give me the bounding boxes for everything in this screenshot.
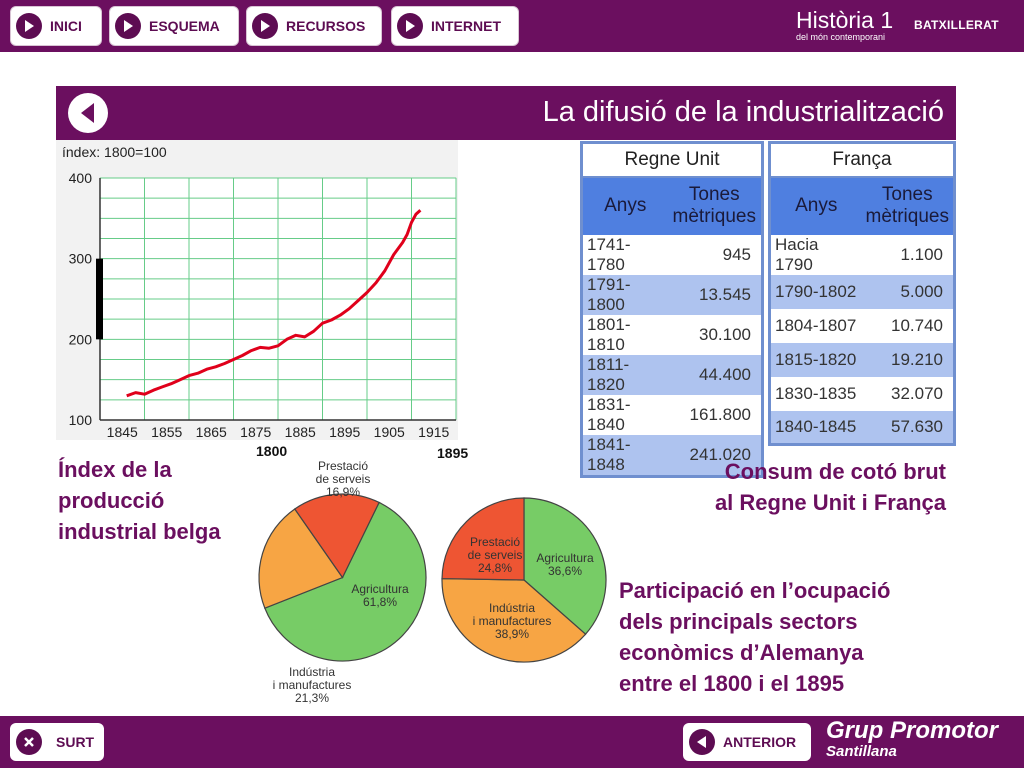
header-line: mètriques [672, 206, 756, 227]
column-header-tonnes [862, 177, 955, 235]
cell-years: 1791-1800 [582, 275, 668, 315]
cell-years: 1840-1845 [770, 411, 862, 445]
play-icon [252, 13, 278, 39]
label-line: de serveis [315, 472, 371, 486]
cell-tonnes: 945 [668, 235, 763, 275]
play-icon [115, 13, 141, 39]
brand-subtitle: del món contemporani [796, 32, 886, 42]
pie2-label-agriculture [525, 552, 605, 578]
label-line: Indústria [288, 665, 336, 679]
cell-tonnes: 44.400 [668, 355, 763, 395]
industrial-index-chart [56, 140, 476, 470]
pies-caption [619, 575, 890, 699]
label-line: i manufactures [472, 614, 552, 628]
y-tick-label: 300 [68, 250, 92, 267]
exit-button[interactable] [10, 723, 104, 761]
cell-years: 1804-1807 [770, 309, 862, 343]
x-tick-label: 1885 [284, 424, 316, 440]
previous-button[interactable] [683, 723, 811, 761]
cell-years: 1831-1840 [582, 395, 668, 435]
caption-line: dels principals sectors [619, 609, 858, 634]
pie1-label-industry [262, 666, 362, 705]
label-line: de serveis [467, 548, 523, 562]
cell-years: 1815-1820 [770, 343, 862, 377]
label-line: 61,8% [362, 595, 398, 609]
caption-line: Consum de cotó brut [724, 459, 946, 484]
nav-button-inici[interactable] [10, 6, 102, 46]
close-icon [16, 729, 42, 755]
nav-button-recursos[interactable] [246, 6, 382, 46]
table-row [770, 343, 955, 377]
table-row [770, 377, 955, 411]
cell-tonnes: 13.545 [668, 275, 763, 315]
y-axis-title: índex: 1800=100 [62, 144, 167, 160]
pie1-label-services [298, 460, 388, 499]
column-header-years: Anys [582, 177, 668, 235]
exit-label: SURT [56, 734, 95, 750]
cell-tonnes: 161.800 [668, 395, 763, 435]
top-navigation-bar [0, 0, 1024, 52]
cell-years: 1841-1848 [582, 435, 668, 477]
table-france [768, 141, 956, 446]
back-arrow-icon [77, 101, 99, 125]
y-tick-label: 200 [68, 331, 92, 348]
pie2-label-services [455, 536, 535, 575]
label-line: i manufactures [272, 678, 352, 692]
x-tick-label: 1855 [151, 424, 183, 440]
nav-button-esquema[interactable] [109, 6, 239, 46]
x-tick-label: 1895 [329, 424, 361, 440]
logo-line2: Santillana [826, 743, 897, 760]
brand [796, 7, 999, 42]
label-line: 36,6% [547, 564, 583, 578]
caption-line: Participació en l’ocupació [619, 578, 891, 603]
nav-button-internet[interactable] [391, 6, 519, 46]
table-row [770, 411, 955, 445]
cell-tonnes: 1.100 [862, 235, 955, 275]
caption-line: entre el 1800 i el 1895 [619, 671, 845, 696]
back-button[interactable] [68, 93, 108, 133]
caption-line: producció [58, 488, 165, 513]
table-row [582, 315, 763, 355]
brand-level: BATXILLERAT [914, 18, 999, 32]
caption-line: industrial belga [58, 519, 221, 544]
cell-years: 1830-1835 [770, 377, 862, 411]
x-tick-label: 1905 [373, 424, 405, 440]
back-arrow-icon [689, 729, 715, 755]
cell-years: 1811-1820 [582, 355, 668, 395]
table-row [582, 235, 763, 275]
header-line: Tones [688, 184, 740, 205]
x-tick-label: 1915 [418, 424, 450, 440]
column-header-years: Anys [770, 177, 862, 235]
cell-tonnes: 19.210 [862, 343, 955, 377]
x-tick-label: 1845 [106, 424, 138, 440]
caption-line: econòmics d’Alemanya [619, 640, 864, 665]
label-line: 21,3% [294, 691, 330, 705]
index-1800-marker [96, 259, 103, 340]
cell-tonnes: 32.070 [862, 377, 955, 411]
table-title: França [770, 143, 955, 177]
cell-tonnes: 241.020 [668, 435, 763, 477]
play-icon [397, 13, 423, 39]
nav-label: RECURSOS [286, 18, 366, 34]
table-row [770, 275, 955, 309]
cell-years: 1741-1780 [582, 235, 668, 275]
cell-tonnes: 10.740 [862, 309, 955, 343]
label-line: 16,9% [325, 485, 361, 499]
table-row [770, 235, 955, 275]
nav-label: INICI [50, 18, 82, 34]
x-tick-label: 1865 [195, 424, 227, 440]
y-tick-label: 100 [68, 412, 92, 428]
label-line: 38,9% [494, 627, 530, 641]
page-title-bar [56, 86, 956, 140]
line-chart-svg [56, 140, 476, 465]
table-row [770, 309, 955, 343]
previous-label: ANTERIOR [723, 734, 797, 750]
logo-line1: Grup Promotor [826, 717, 998, 744]
label-1800: 1800 [256, 443, 288, 459]
label-line: Agricultura [536, 551, 594, 565]
label-line: Agricultura [351, 582, 409, 596]
play-icon [16, 13, 42, 39]
cell-tonnes: 57.630 [862, 411, 955, 445]
publisher-logo [826, 718, 998, 760]
table-title: Regne Unit [582, 143, 763, 177]
line-chart-caption [58, 454, 221, 547]
x-tick-label: 1875 [240, 424, 272, 440]
header-line: mètriques [865, 206, 949, 227]
cell-years: Hacia 1790 [770, 235, 862, 275]
label-line: Indústria [488, 601, 536, 615]
label-1895: 1895 [437, 445, 469, 461]
nav-label: ESQUEMA [149, 18, 220, 34]
header-line: Tones [881, 184, 933, 205]
brand-title: Història 1 [796, 7, 894, 33]
table-uk [580, 141, 764, 478]
cell-tonnes: 5.000 [862, 275, 955, 309]
pie-chart-1800 [255, 490, 430, 665]
pie1-label-agriculture [340, 583, 420, 609]
table-row [582, 355, 763, 395]
table-row [582, 395, 763, 435]
label-line: 24,8% [477, 561, 513, 575]
column-header-tonnes [668, 177, 763, 235]
cell-years: 1790-1802 [770, 275, 862, 309]
pie2-label-industry [462, 602, 562, 641]
caption-line: Índex de la [58, 457, 172, 482]
page-title: La difusió de la industrialització [542, 96, 944, 128]
y-tick-label: 400 [68, 170, 92, 186]
label-line: Prestació [469, 535, 521, 549]
tables-caption [715, 456, 946, 518]
cell-tonnes: 30.100 [668, 315, 763, 355]
table-row [582, 275, 763, 315]
nav-label: INTERNET [431, 18, 501, 34]
label-line: Prestació [317, 459, 369, 473]
cell-years: 1801-1810 [582, 315, 668, 355]
caption-line: al Regne Unit i França [714, 490, 946, 515]
